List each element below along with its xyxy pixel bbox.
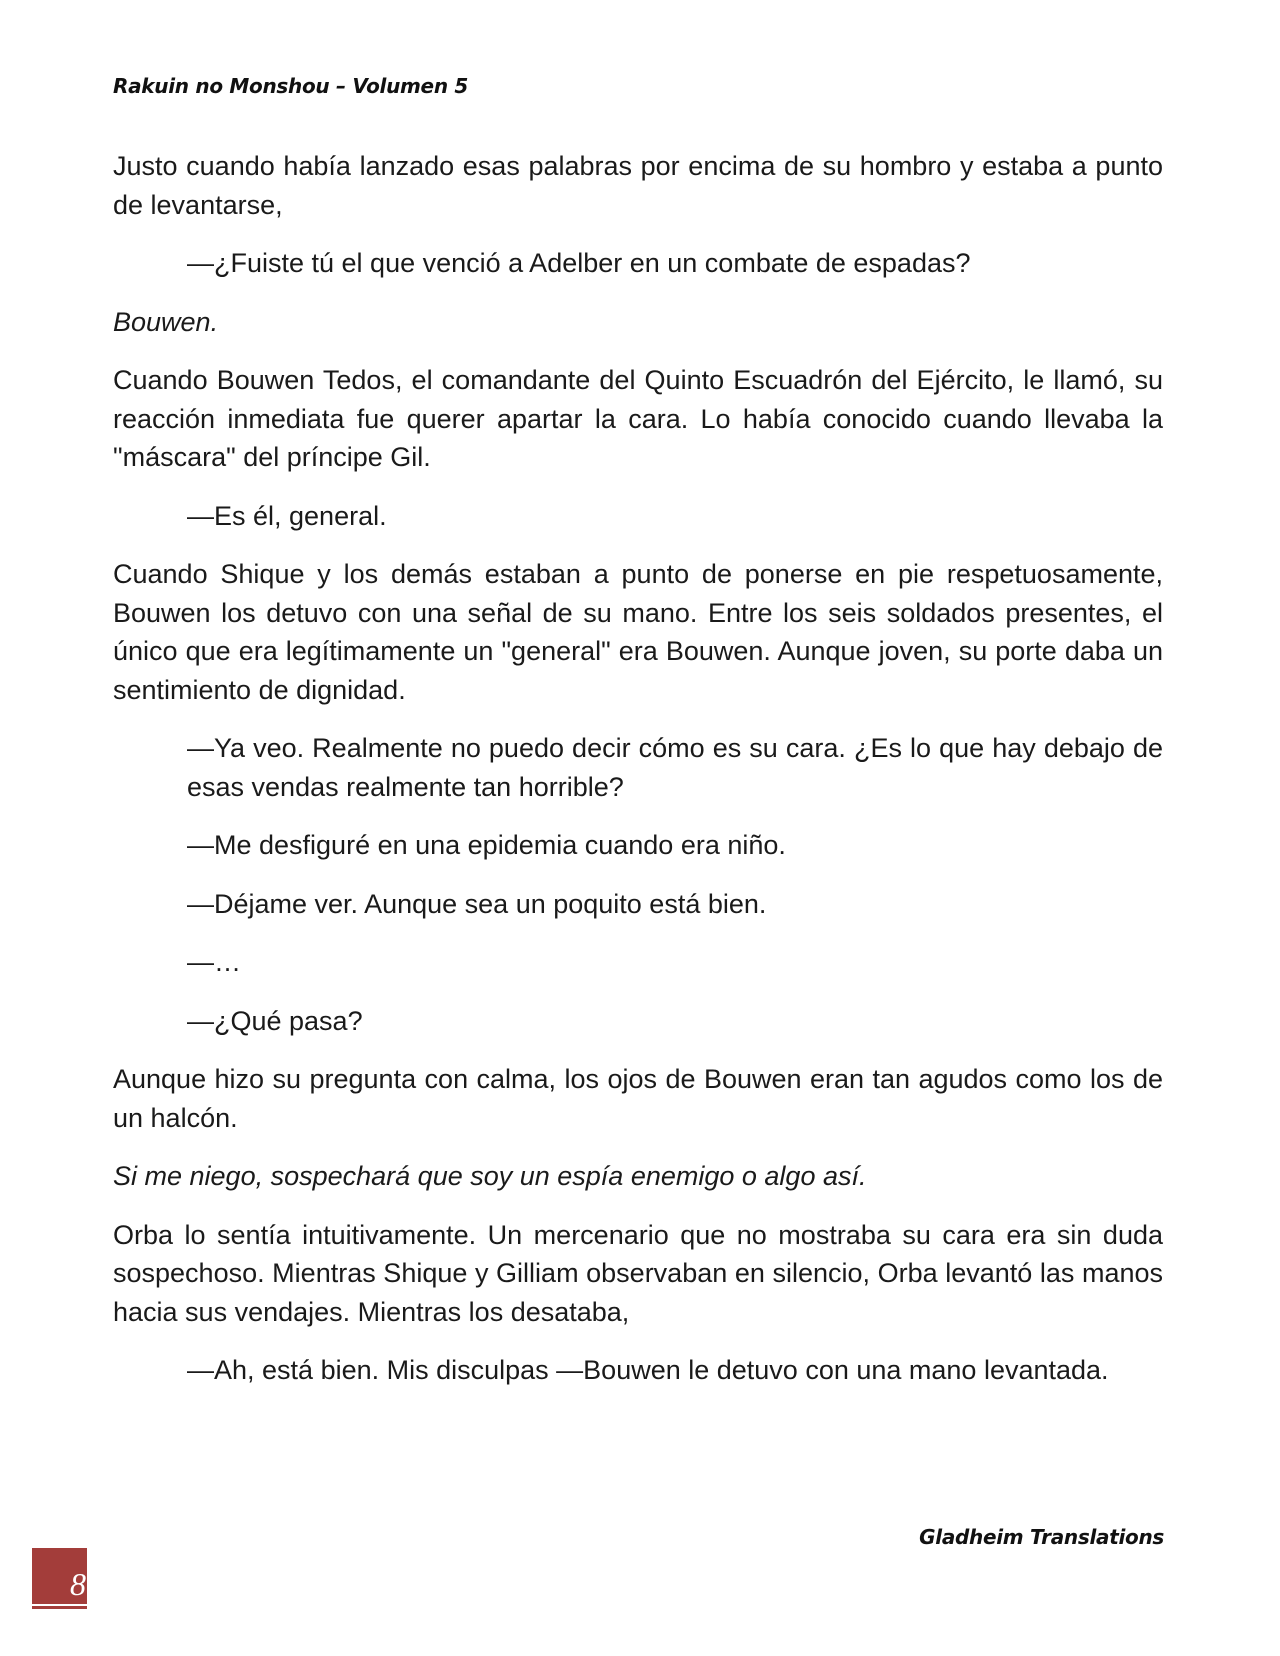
dialogue-line: —… [187, 947, 241, 977]
running-header: Rakuin no Monshou – Volumen 5 [113, 74, 469, 98]
dialogue-line: —¿Qué pasa? [187, 1005, 363, 1036]
dialogue-line: —Déjame ver. Aunque sea un poquito está bien. [187, 888, 767, 919]
dialogue-line: —¿Fuiste tú el que venció a Adelber en un combate de espadas? [187, 248, 971, 278]
paragraph: Cuando Shique y los demás estaban a punto de ponerse en pie respetuosamente, Bouwen los detuvo con una señal de su mano. Entre los seis soldados presentes, el único que era legítimamente un "general" era Bouwen. Aunque joven, su porte daba un sentimiento de dignidad. [113, 559, 1163, 705]
paragraph: Justo cuando había lanzado esas palabras por encima de su hombro y estaba a punto de levantarse, [113, 151, 1163, 220]
italic-thought: Bouwen. [113, 306, 219, 337]
paragraph: Aunque hizo su pregunta con calma, los ojos de Bouwen eran tan agudos como los de un halcón. [113, 1064, 1163, 1133]
body-text [113, 147, 1163, 1410]
paragraph: Cuando Bouwen Tedos, el comandante del Quinto Escuadrón del Ejército, le llamó, su reacción inmediata fue querer apartar la cara. Lo había conocido cuando llevaba la "máscara" del príncipe Gil. [113, 365, 1163, 472]
page-number: 8 [70, 1566, 86, 1602]
dialogue-line: —Ah, está bien. Mis disculpas —Bouwen le detuvo con una mano levantada. [187, 1355, 1109, 1385]
translator-credit: Gladheim Translations [919, 1525, 1164, 1549]
page-number-underline [32, 1606, 87, 1609]
dialogue-line: —Me desfiguré en una epidemia cuando era niño. [187, 830, 786, 860]
dialogue-line: —Es él, general. [187, 500, 387, 531]
italic-thought: Si me niego, sospechará que soy un espía enemigo o algo así. [113, 1161, 867, 1191]
paragraph: Orba lo sentía intuitivamente. Un mercenario que no mostraba su cara era sin duda sospechoso. Mientras Shique y Gilliam observaban en silencio, Orba levantó las manos hacia sus vendajes. Mientras los desataba, [113, 1219, 1163, 1327]
dialogue-line: —Ya veo. Realmente no puedo decir cómo es su cara. ¿Es lo que hay debajo de esas vendas realmente tan horrible? [187, 733, 1163, 802]
